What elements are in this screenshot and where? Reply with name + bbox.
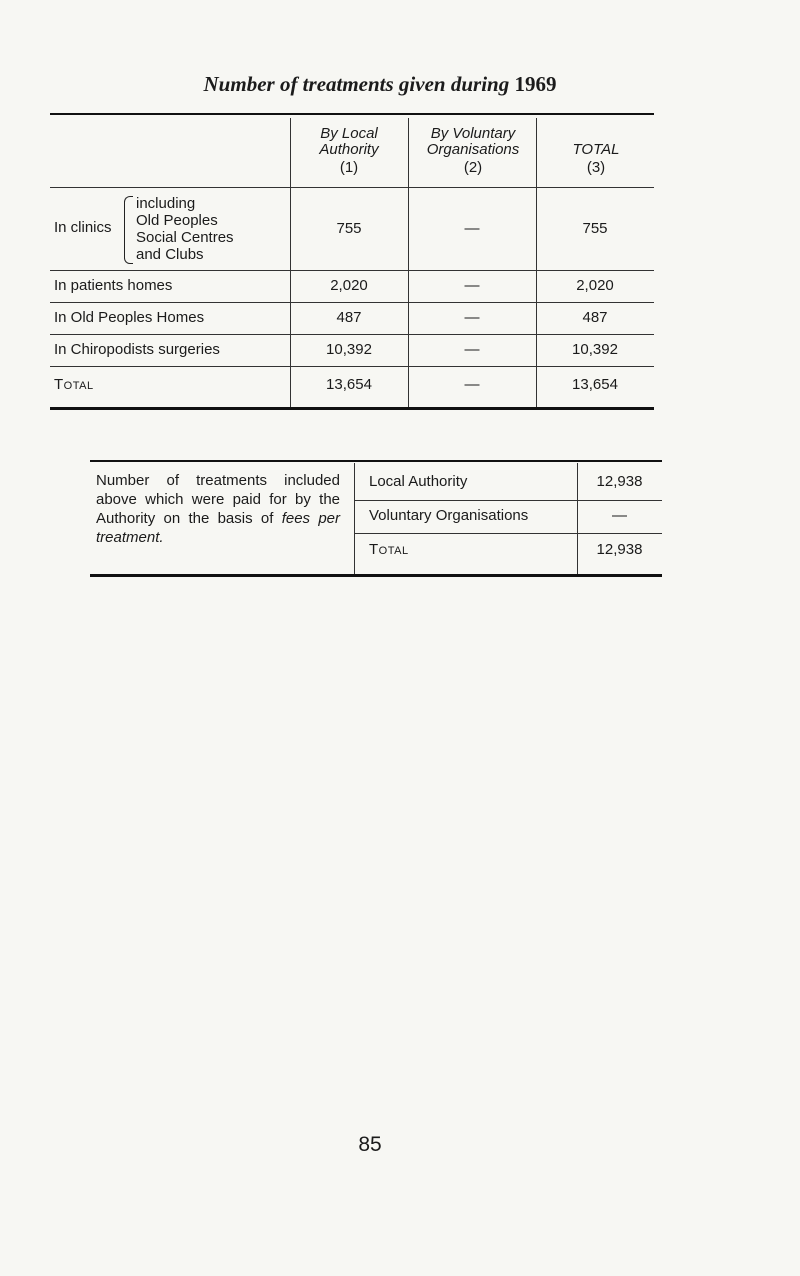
cell-local-authority: 755 [336, 220, 362, 237]
table-bottom-rule [50, 407, 654, 410]
row-divider [354, 533, 662, 534]
clinic-sub-line: including [136, 195, 196, 212]
column-header-voluntary-organisations: By Voluntary Organisations (2) [426, 125, 520, 176]
row-label: In Chiropodists surgeries [54, 341, 220, 358]
cell-voluntary: — [464, 309, 480, 326]
cell-total: 2,020 [576, 277, 614, 294]
column-header-local-authority: By Local Authority (1) [319, 125, 379, 176]
clinic-sub-line: Old Peoples [136, 212, 218, 229]
cell-local-authority: 10,392 [326, 341, 372, 358]
cell-voluntary: — [464, 341, 480, 358]
cell-value: 12,938 [596, 541, 643, 558]
cell-local-authority: 487 [336, 309, 362, 326]
row-label: Total [54, 376, 94, 393]
row-divider [50, 187, 654, 188]
column-header-total: TOTAL (3) [572, 141, 620, 176]
clinic-sub-line: and Clubs [136, 246, 204, 263]
row-divider [354, 500, 662, 501]
cell-total: 13,654 [572, 376, 618, 393]
cell-value: — [612, 507, 627, 524]
row-divider [50, 334, 654, 335]
column-divider [408, 118, 409, 407]
brace-bracket [124, 196, 133, 264]
cell-value: 12,938 [596, 473, 643, 490]
fees-note-italic: fees per treatment. [96, 510, 341, 546]
table-top-rule [90, 460, 662, 462]
cell-total: 487 [582, 309, 608, 326]
cell-voluntary: — [464, 277, 480, 294]
cell-voluntary: — [464, 376, 480, 393]
row-label: Total [369, 541, 409, 558]
row-label: Voluntary Organisations [369, 507, 529, 524]
column-divider [290, 118, 291, 407]
row-label: In patients homes [54, 277, 173, 294]
title-text: Number of treatments given during [203, 72, 510, 96]
row-label: In clinics [54, 219, 112, 236]
table-top-rule [50, 113, 654, 115]
row-divider [50, 366, 654, 367]
cell-voluntary: — [464, 220, 480, 237]
column-divider [536, 118, 537, 407]
cell-total: 755 [582, 220, 608, 237]
page-number: 85 [358, 1133, 382, 1156]
row-label: Local Authority [369, 473, 468, 490]
clinic-sub-line: Social Centres [136, 229, 234, 246]
cell-local-authority: 2,020 [330, 277, 368, 294]
page-title [0, 72, 760, 97]
title-year: 1969 [514, 72, 557, 96]
cell-total: 10,392 [572, 341, 618, 358]
row-divider [50, 270, 654, 271]
fees-note: Number of treatments included above which were paid for by the Authority on the basis of fees per treatment. [96, 472, 341, 546]
table-bottom-rule [90, 574, 662, 577]
row-label: In Old Peoples Homes [54, 309, 205, 326]
column-divider [354, 463, 355, 574]
row-divider [50, 302, 654, 303]
cell-local-authority: 13,654 [326, 376, 372, 393]
